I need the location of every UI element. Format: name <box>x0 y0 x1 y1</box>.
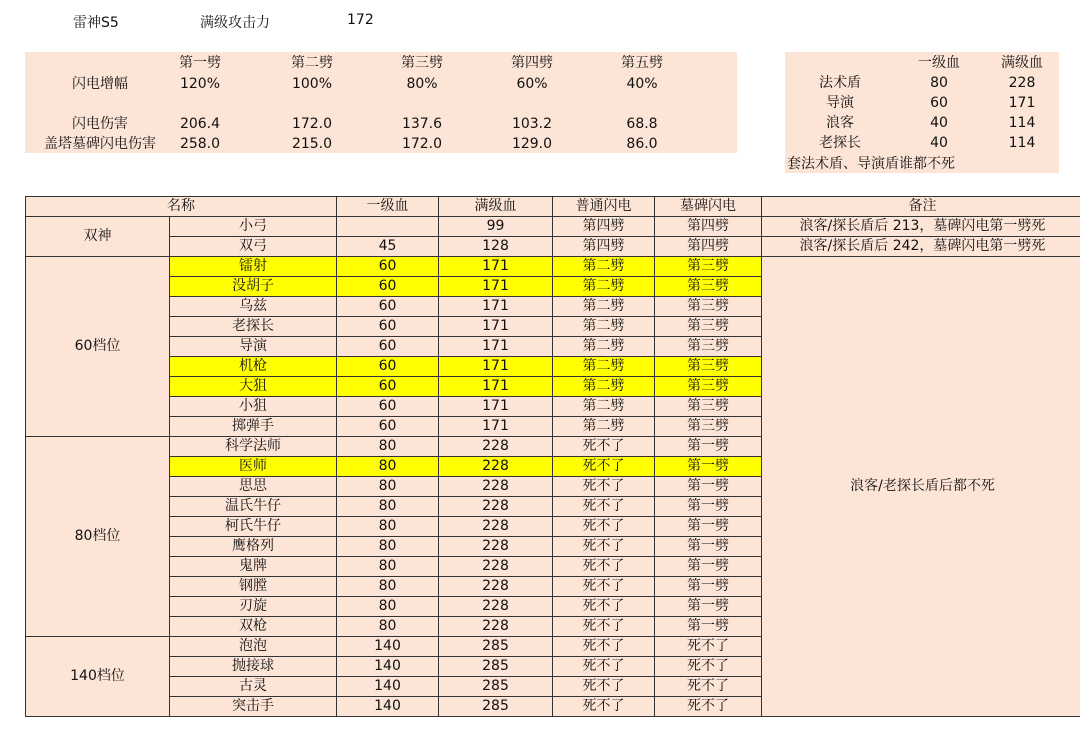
unit-name: 思思 <box>170 477 337 497</box>
tomb-lightning: 第一劈 <box>655 437 762 457</box>
blood-lv1: 40 <box>930 135 948 151</box>
normal-lightning: 第二劈 <box>553 397 655 417</box>
tomb-lightning: 第一劈 <box>655 517 762 537</box>
stats-value: 120% <box>179 76 221 92</box>
unit-name: 双弓 <box>170 237 337 257</box>
max-blood: 171 <box>439 297 553 317</box>
remark: 浪客/探长盾后 242，墓碑闪电第一劈死 <box>762 237 1080 257</box>
hero-name: 雷神S5 <box>73 15 119 31</box>
unit-name: 导演 <box>170 337 337 357</box>
normal-lightning: 第二劈 <box>553 317 655 337</box>
unit-name: 钢膛 <box>170 577 337 597</box>
unit-name: 没胡子 <box>170 277 337 297</box>
max-blood: 99 <box>439 217 553 237</box>
stats-value: 40% <box>626 76 658 92</box>
stats-row-label: 盖塔墓碑闪电伤害 <box>44 136 156 152</box>
tomb-lightning: 第四劈 <box>655 217 762 237</box>
max-blood: 228 <box>439 597 553 617</box>
damage-table <box>25 196 1080 717</box>
blood-row-label: 法术盾 <box>819 75 861 91</box>
lv1-blood: 60 <box>337 317 439 337</box>
unit-name: 鹰格列 <box>170 537 337 557</box>
table-row <box>26 257 1080 277</box>
stats-header: 第三劈 <box>401 55 443 71</box>
blood-lv1: 40 <box>930 115 948 131</box>
max-blood: 228 <box>439 537 553 557</box>
max-blood: 171 <box>439 337 553 357</box>
lv1-blood: 60 <box>337 417 439 437</box>
tomb-lightning: 第三劈 <box>655 277 762 297</box>
max-blood: 171 <box>439 377 553 397</box>
lv1-blood: 80 <box>337 617 439 637</box>
blood-lv1: 60 <box>930 95 948 111</box>
lv1-blood: 80 <box>337 537 439 557</box>
lv1-blood: 140 <box>337 657 439 677</box>
blood-max: 171 <box>1008 95 1036 111</box>
max-blood: 228 <box>439 477 553 497</box>
stats-header: 第一劈 <box>179 55 221 71</box>
normal-lightning: 第二劈 <box>553 277 655 297</box>
normal-lightning: 第二劈 <box>553 257 655 277</box>
max-blood: 285 <box>439 637 553 657</box>
blood-header: 一级血 <box>918 55 960 71</box>
attack-value: 172 <box>347 12 374 28</box>
max-blood: 171 <box>439 417 553 437</box>
tomb-lightning: 第一劈 <box>655 497 762 517</box>
tomb-lightning: 第三劈 <box>655 357 762 377</box>
header-lv1: 一级血 <box>337 197 439 217</box>
max-blood: 228 <box>439 617 553 637</box>
normal-lightning: 死不了 <box>553 637 655 657</box>
normal-lightning: 第二劈 <box>553 377 655 397</box>
group-label: 80档位 <box>26 437 170 637</box>
tomb-lightning: 死不了 <box>655 637 762 657</box>
max-blood: 171 <box>439 357 553 377</box>
max-blood: 228 <box>439 517 553 537</box>
header-tomb: 墓碑闪电 <box>655 197 762 217</box>
lv1-blood: 60 <box>337 357 439 377</box>
blood-row-label: 老探长 <box>819 135 861 151</box>
unit-name: 科学法师 <box>170 437 337 457</box>
remark: 浪客/探长盾后 213，墓碑闪电第一劈死 <box>762 217 1080 237</box>
stats-row-label: 闪电伤害 <box>72 116 128 132</box>
lv1-blood: 80 <box>337 477 439 497</box>
lv1-blood: 60 <box>337 297 439 317</box>
normal-lightning: 第二劈 <box>553 337 655 357</box>
unit-name: 乌兹 <box>170 297 337 317</box>
stats-value: 80% <box>406 76 438 92</box>
tomb-lightning: 死不了 <box>655 657 762 677</box>
stats-value: 129.0 <box>511 136 553 152</box>
group-label: 双神 <box>26 217 170 257</box>
normal-lightning: 死不了 <box>553 457 655 477</box>
normal-lightning: 死不了 <box>553 597 655 617</box>
max-blood: 228 <box>439 577 553 597</box>
unit-name: 突击手 <box>170 697 337 717</box>
header-max: 满级血 <box>439 197 553 217</box>
max-blood: 171 <box>439 397 553 417</box>
lv1-blood: 140 <box>337 697 439 717</box>
tomb-lightning: 第一劈 <box>655 617 762 637</box>
lv1-blood: 80 <box>337 577 439 597</box>
max-blood: 285 <box>439 677 553 697</box>
stats-value: 258.0 <box>179 136 221 152</box>
max-blood: 228 <box>439 457 553 477</box>
tomb-lightning: 第一劈 <box>655 597 762 617</box>
tomb-lightning: 第三劈 <box>655 417 762 437</box>
max-blood: 128 <box>439 237 553 257</box>
unit-name: 柯氏牛仔 <box>170 517 337 537</box>
lv1-blood: 80 <box>337 457 439 477</box>
stats-header: 第二劈 <box>291 55 333 71</box>
lv1-blood: 80 <box>337 497 439 517</box>
blood-header: 满级血 <box>1001 55 1043 71</box>
stats-header: 第五劈 <box>621 55 663 71</box>
normal-lightning: 死不了 <box>553 677 655 697</box>
unit-name: 古灵 <box>170 677 337 697</box>
normal-lightning: 死不了 <box>553 497 655 517</box>
lightning-stats-panel <box>25 52 737 153</box>
blood-max: 114 <box>1008 135 1036 151</box>
header-name: 名称 <box>26 197 337 217</box>
unit-name: 机枪 <box>170 357 337 377</box>
unit-name: 老探长 <box>170 317 337 337</box>
shield-blood-panel <box>785 52 1059 173</box>
stats-value: 103.2 <box>511 116 553 132</box>
blood-row-label: 导演 <box>826 95 854 111</box>
tomb-lightning: 第三劈 <box>655 297 762 317</box>
normal-lightning: 第二劈 <box>553 297 655 317</box>
max-blood: 171 <box>439 257 553 277</box>
normal-lightning: 死不了 <box>553 557 655 577</box>
max-blood: 285 <box>439 657 553 677</box>
tomb-lightning: 死不了 <box>655 677 762 697</box>
normal-lightning: 死不了 <box>553 537 655 557</box>
stats-value: 215.0 <box>291 136 333 152</box>
stats-value: 172.0 <box>401 136 443 152</box>
normal-lightning: 第四劈 <box>553 237 655 257</box>
lv1-blood: 80 <box>337 557 439 577</box>
lv1-blood: 60 <box>337 257 439 277</box>
tomb-lightning: 第一劈 <box>655 457 762 477</box>
max-blood: 228 <box>439 557 553 577</box>
tomb-lightning: 第一劈 <box>655 537 762 557</box>
normal-lightning: 死不了 <box>553 657 655 677</box>
lv1-blood: 60 <box>337 337 439 357</box>
stats-value: 100% <box>291 76 333 92</box>
unit-name: 镭射 <box>170 257 337 277</box>
tomb-lightning: 第三劈 <box>655 317 762 337</box>
max-blood: 171 <box>439 277 553 297</box>
lv1-blood: 60 <box>337 397 439 417</box>
stats-header: 第四劈 <box>511 55 553 71</box>
unit-name: 医师 <box>170 457 337 477</box>
lv1-blood: 60 <box>337 277 439 297</box>
lv1-blood: 140 <box>337 677 439 697</box>
unit-name: 鬼牌 <box>170 557 337 577</box>
blood-max: 228 <box>1008 75 1036 91</box>
group-label: 140档位 <box>26 637 170 717</box>
stats-row-label: 闪电增幅 <box>72 76 128 92</box>
max-blood: 285 <box>439 697 553 717</box>
blood-note: 套法术盾、导演盾谁都不死 <box>787 156 955 172</box>
unit-name: 掷弹手 <box>170 417 337 437</box>
table-row <box>26 217 1080 237</box>
normal-lightning: 第四劈 <box>553 217 655 237</box>
unit-name: 小弓 <box>170 217 337 237</box>
unit-name: 刃旋 <box>170 597 337 617</box>
stats-value: 206.4 <box>179 116 221 132</box>
lv1-blood: 80 <box>337 437 439 457</box>
lv1-blood: 80 <box>337 597 439 617</box>
tomb-lightning: 第三劈 <box>655 257 762 277</box>
unit-name: 双枪 <box>170 617 337 637</box>
blood-lv1: 80 <box>930 75 948 91</box>
blood-max: 114 <box>1008 115 1036 131</box>
normal-lightning: 死不了 <box>553 577 655 597</box>
attack-label: 满级攻击力 <box>200 15 270 31</box>
lv1-blood: 140 <box>337 637 439 657</box>
max-blood: 228 <box>439 497 553 517</box>
unit-name: 泡泡 <box>170 637 337 657</box>
tomb-lightning: 第一劈 <box>655 557 762 577</box>
tomb-lightning: 第四劈 <box>655 237 762 257</box>
stats-value: 137.6 <box>401 116 443 132</box>
tomb-lightning: 第三劈 <box>655 377 762 397</box>
unit-name: 抛接球 <box>170 657 337 677</box>
blood-row-label: 浪客 <box>826 115 854 131</box>
normal-lightning: 死不了 <box>553 517 655 537</box>
merged-remark: 浪客/老探长盾后都不死 <box>762 257 1080 717</box>
normal-lightning: 第二劈 <box>553 417 655 437</box>
tomb-lightning: 第一劈 <box>655 477 762 497</box>
lv1-blood: 60 <box>337 377 439 397</box>
normal-lightning: 死不了 <box>553 437 655 457</box>
tomb-lightning: 第三劈 <box>655 397 762 417</box>
unit-name: 温氏牛仔 <box>170 497 337 517</box>
stats-value: 172.0 <box>291 116 333 132</box>
tomb-lightning: 第一劈 <box>655 577 762 597</box>
stats-value: 68.8 <box>626 116 658 132</box>
table-header-row <box>26 197 1080 217</box>
table-row <box>26 237 1080 257</box>
unit-name: 大狙 <box>170 377 337 397</box>
tomb-lightning: 死不了 <box>655 697 762 717</box>
lv1-blood: 80 <box>337 517 439 537</box>
normal-lightning: 死不了 <box>553 617 655 637</box>
stats-value: 86.0 <box>626 136 658 152</box>
max-blood: 228 <box>439 437 553 457</box>
normal-lightning: 死不了 <box>553 477 655 497</box>
unit-name: 小狙 <box>170 397 337 417</box>
lv1-blood <box>337 217 439 237</box>
max-blood: 171 <box>439 317 553 337</box>
header-normal: 普通闪电 <box>553 197 655 217</box>
normal-lightning: 死不了 <box>553 697 655 717</box>
lv1-blood: 45 <box>337 237 439 257</box>
stats-value: 60% <box>516 76 548 92</box>
header-remark: 备注 <box>762 197 1080 217</box>
normal-lightning: 第二劈 <box>553 357 655 377</box>
group-label: 60档位 <box>26 257 170 437</box>
tomb-lightning: 第三劈 <box>655 337 762 357</box>
